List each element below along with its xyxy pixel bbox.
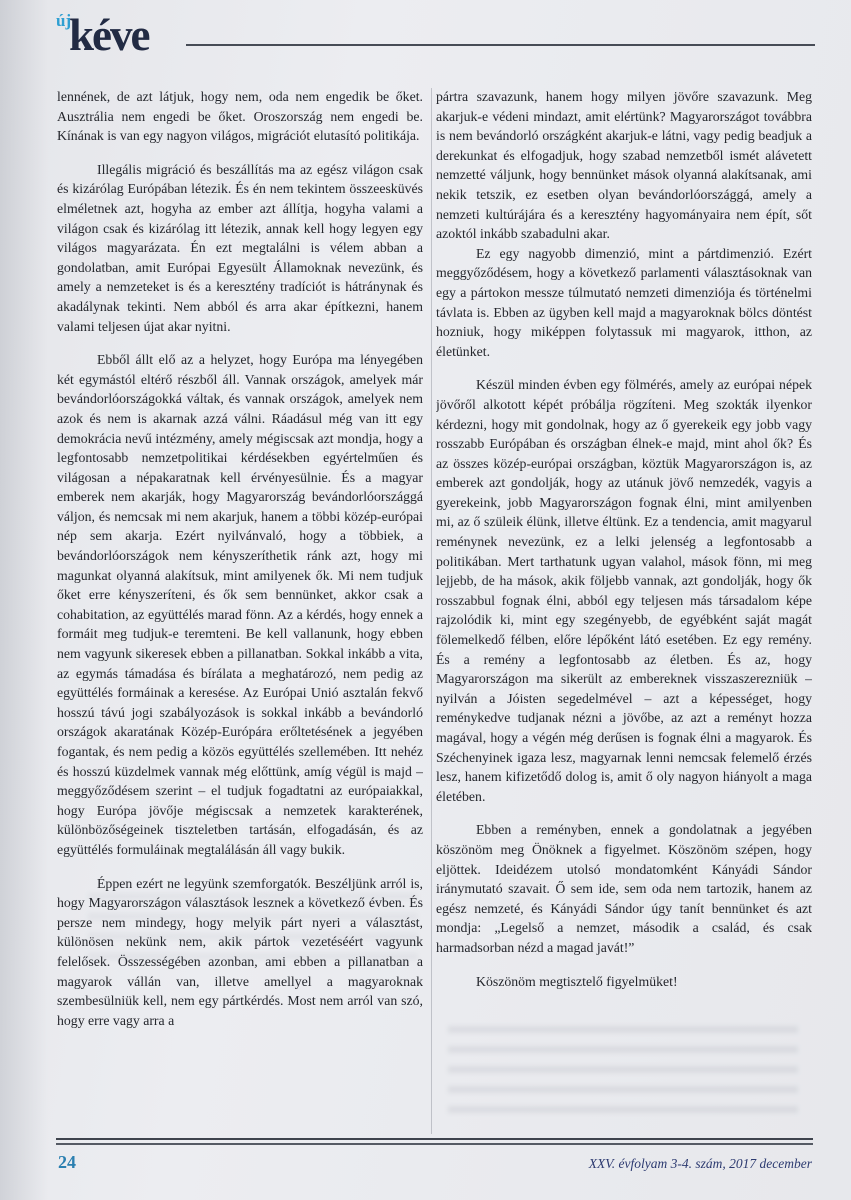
page-left-edge-shade xyxy=(0,0,48,1200)
paragraph: pártra szavazunk, hanem hogy milyen jövőre szavazunk. Meg akarjuk-e védeni mindazt, amit elértünk? Magyarországot továbbra is nem bevándorló országként akarjuk-e látni, vagy pedig beadjuk a derekunkat és elfogadjuk, hogy szabad nemzetből ismét alávetett nemzetté váljunk, hogy bennünket mások olyanná alakítsanak, ami nekik tetszik, ez esetben olyan bevándorlóországgá, amely a nemzeti kultúrájára és a keresztény hagyományaira nem épít, sőt azoktól inkább szabadulni akar. xyxy=(436,89,812,242)
right-column xyxy=(436,87,812,1135)
paragraph: Ebben a reményben, ennek a gondolatnak a jegyében köszönöm meg Önöknek a figyelmet. Köszönöm szépen, hogy eljöttek. Ideidézem utolsó mondatomként Kányádi Sándor iránymutató szavait. Ő sem ide, sem oda nem tartozik, hanem az egész nemzeté, és Kányádi Sándor úgy tanít bennünket és azt mondja: „Legelső a nemzet, második a család, és csak harmadsorban nézd a magad javát!” xyxy=(436,822,812,955)
paragraph: Készül minden évben egy fölmérés, amely az európai népek jövőről alkotott képét próbálja rögzíteni. Meg szokták ilyenkor kérdezni, hogy mit gondolnak, hogy az ő gyerekeik egy jobb vagy rosszabb Európában és országban élnek-e majd, mint ahol ők? És az összes közép-európai országban, köztük Magyarországon is, az emberek azt gondolják, hogy az utánuk jövő nemzedék, vagyis a gyerekeink, jobb Magyarországon fognak élni, mint amilyenben mi, az ő szüleik élünk, illetve éltünk. Ez a tendencia, amit magyarul reménynek nevezünk, ez a lelki jelenség a legfontosabb a politikában. Mert tarthatunk ugyan valahol, mások fönn, mi meg lejjebb, de ha mások, akik följebb vannak, azt gondolják, hogy ők rosszabbul fognak élni, abból egy teljesen más társadalom képe rajzolódik ki, mint egy szegényebb, de egyébként saját magát fölemelkedő félben, előre lépőként látó esetében. Ez egy remény. És a remény a legfontosabb az életben. És az, hogy Magyarországon ma sikerült az embereknek visszaszerezniük – nyilván a Jóisten segedelmével – azt a képességet, hogy reménykedve tudjanak nézni a jövőbe, az azt a reményt hozza magával, hogy a végén még derűsen is fognak élni a magyarok. És Széchenyinek igaza lesz, magyarnak lenni nemcsak felemelő érzés lesz, hanem kifizetődő dolog is, amit ő oly nagyon hiányolt a maga életében. xyxy=(436,377,812,804)
header-rule-line xyxy=(186,44,815,46)
paragraph: Illegális migráció és beszállítás ma az egész világon csak és kizárólag Európában létezik. És én nem tekintem összeesküvés elméletnek azt, hogyha az ember azt állítja, hogyha valami a világon csak és kizárólag itt létezik, annak kell hogy legyen egy világos magyarázata. Én ezt megtalálni is vélem abban a gondolatban, amit Európai Egyesült Államoknak nevezünk, és amely a nemzeteket is és a keresztény tradíciót is hátránynak és akadálynak tekinti. Nem abból és arra akar építkezni, hanem valami teljesen újat akar nyitni. xyxy=(57,161,423,334)
left-column xyxy=(57,87,423,1135)
logo-prefix-text: új xyxy=(56,11,72,30)
paragraph: Éppen ezért ne legyünk szemforgatók. Beszéljünk arról is, hogy Magyarországon választások lesznek a következő évben. És persze nem mindegy, hogy melyik párt nyeri a választást, különösen nekünk nem, akik pártok vezetéséért vagyunk felelősek. Összességében azonban, ami ebben a pillanatban a magyarok vállán van, illetve amellyel a magyaroknak szembesülniük kell, nem egy pártkérdés. Most nem arról van szó, hogy erre vagy arra a xyxy=(57,875,423,1028)
paragraph: lennének, de azt látjuk, hogy nem, oda nem engedik be őket. Ausztrália nem engedi be őket. Oroszország nem engedi be. Kínának is van egy nagyon világos, migrációt elutasító politikája. xyxy=(57,89,423,144)
footer-rule-line xyxy=(56,1138,813,1145)
paragraph: Köszönöm megtisztelő figyelmüket! xyxy=(476,973,678,989)
page-number: 24 xyxy=(58,1152,76,1172)
paragraph: Ez egy nagyobb dimenzió, mint a pártdimenzió. Ezért meggyőződésem, hogy a következő parlamenti választásoknak van egy a pártokon messze túlmutató nemzeti dimenziója és történelmi távlata is. Ebben az ügyben kell majd a magyaroknak bölcs döntést hozniuk, hogy miképpen folytassuk mi magyarok, itthon, az életünket. xyxy=(436,245,812,359)
article-columns xyxy=(57,87,812,1135)
logo-name-text: kéve xyxy=(69,10,149,60)
issue-info: XXV. évfolyam 3-4. szám, 2017 december xyxy=(588,1156,812,1171)
paragraph: Ebből állt elő az a helyzet, hogy Európa ma lényegében két egymástól eltérő részből áll. Vannak országok, amelyek már bevándorlóországokká váltak, és vannak országok, amelyek nem azok és nem is akarnak azzá válni. Ráadásul még van itt egy demokrácia nevű intézmény, amely mégiscsak azt mondja, hogy a legfontosabb nemzetpolitikai kérdésekben egyértelműen és világosan a népakaratnak kell érvényesülnie. És a magyar emberek nem akarják, hogy Magyarország bevándorlóországgá váljon, és nemcsak mi nem akarjuk, hanem a többi közép-európai nép sem akarja. Ezért nyilvánvaló, hogy a többiek, a bevándorlóországok nem kényszeríthetik ránk azt, hogy mi magunkat olyanná alakítsuk, mint amilyenek ők. Mi nem tudjuk őket erre kényszeríteni, és ők sem bennünket, akkor csak a cohabitation, az együttélés marad fönn. Az a kérdés, hogy ennek a formáit meg tudjuk-e teremteni. Be kell vallanunk, hogy ebben nem vagyunk sikeresek ebben a pillanatban. Sokkal inkább a vita, az egymás támadása és bírálata a meghatározó, nem pedig az együttélés formáinak a keresése. Az Európai Unió asztalán fekvő hosszú távú jogi szabályozások is sokkal inkább a bevándorló országok akaratának Közép-Európára erőltetésének a jegyében fogantak, és nem pedig a közös együttélés szellemében. Itt nehéz és hosszú küzdelmek vannak még előttünk, amíg végül is majd – meggyőződésem szerint – el tudjuk fogadtatni az európaiakkal, hogy Európa jövője mégiscsak a nemzetek karakterének, különbözőségeinek tiszteletben tartásán, elfogadásán, és az együttélés formuláinak megtalálásán áll vagy bukik. xyxy=(57,352,423,857)
magazine-logo xyxy=(56,6,206,68)
column-separator-line xyxy=(431,88,432,1134)
